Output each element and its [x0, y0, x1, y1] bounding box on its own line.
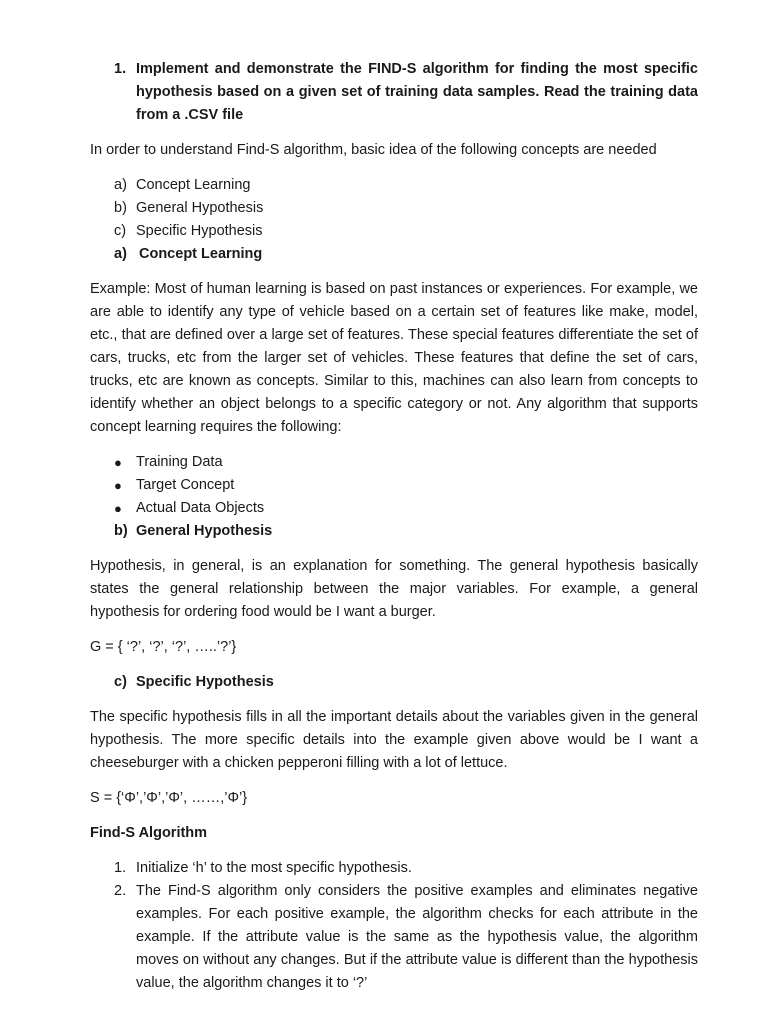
bullet-icon: ● [114, 478, 122, 493]
list-item: c) Specific Hypothesis [114, 223, 263, 239]
specific-hypothesis-paragraph: The specific hypothesis fills in all the important details about the variables given in the general hypothesis. The more specific details into the example given above would be I want a cheeseburger with a chicken pepperoni filling with a lot of lettuce. [90, 709, 698, 771]
list-item: b) General Hypothesis [114, 200, 264, 216]
concepts-list [90, 174, 698, 266]
list-item: ● Actual Data Objects [90, 497, 698, 520]
list-item: 1. Initialize ‘h’ to the most specific hypothesis. [114, 860, 412, 876]
general-hypothesis-formula: G = { ‘?’, ‘?’, ‘?’, …..’?’} [90, 639, 237, 655]
general-hypothesis-paragraph: Hypothesis, in general, is an explanation for something. The general hypothesis basically states the general relationship between the major variables. For example, a general hypothesis for ordering food would be I want a burger. [90, 558, 698, 620]
section-b-heading: b) General Hypothesis [114, 523, 273, 539]
list-item: ● Training Data [90, 451, 698, 474]
bullet-icon: ● [114, 455, 122, 470]
section-a-heading: a) Concept Learning [114, 246, 263, 262]
list-item: a) Concept Learning [114, 177, 251, 193]
specific-hypothesis-formula: S = {‘Φ’,’Φ’,’Φ’, ……,’Φ’} [90, 790, 248, 806]
algorithm-steps [90, 857, 698, 995]
document-page [90, 58, 698, 995]
question-number: 1. [114, 61, 127, 77]
question-heading [90, 58, 698, 127]
algorithm-title: Find-S Algorithm [90, 825, 208, 841]
question-text: Implement and demonstrate the FIND-S algorithm for finding the most specific hypothesis based on a given set of training data samples. Read the training data from a .CSV file [136, 61, 698, 123]
list-item: ● Target Concept [90, 474, 698, 497]
bullet-icon: ● [114, 501, 122, 516]
concept-learning-paragraph: Example: Most of human learning is based on past instances or experiences. For example, we are able to identify any type of vehicle based on a certain set of features like make, model, etc., that are defined over a large set of features. These special features differentiate the set of cars, trucks, etc from the larger set of vehicles. These features that define the set of cars, trucks, etc are known as concepts. Similar to this, machines can also learn from concepts to identify whether an object belongs to a specific category or not. Any algorithm that supports concept learning requires the following: [90, 281, 698, 435]
intro-paragraph: In order to understand Find-S algorithm, basic idea of the following concepts are needed [90, 142, 657, 158]
requirements-list [90, 451, 698, 543]
section-c-heading: c) Specific Hypothesis [114, 674, 274, 690]
list-item: 2. The Find-S algorithm only considers the positive examples and eliminates negative examples. For each positive example, the algorithm checks for each attribute in the example. If the attribute value is the same as the hypothesis value, the algorithm moves on without any changes. But if the attribute value is different than the hypothesis value, the algorithm changes it to ‘?’ [114, 883, 698, 991]
